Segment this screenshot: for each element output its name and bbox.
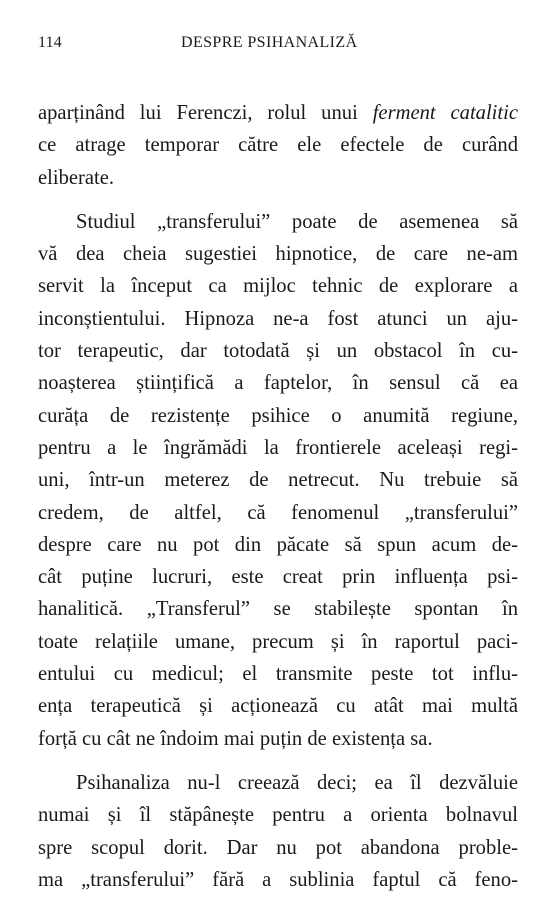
text-line: hanalitică. „Transferul” se stabilește spontan în [38,598,518,621]
text-line: toate relațiile umane, precum și în raportul paci- [38,630,518,653]
running-title: DESPRE PSIHANALIZĂ [181,34,358,51]
text-line: eliberate. [38,166,115,189]
text-line: Psihanaliza nu-l creează deci; ea îl dezvăluie [76,771,518,794]
text-line: noașterea științifică a faptelor, în sensul că ea [38,372,518,395]
body-text [38,97,518,896]
text-line: credem, de altfel, că fenomenul „transferului” [38,501,518,524]
text-line: entului cu medicul; el transmite peste tot influ- [38,663,518,686]
paragraph-3 [38,767,518,896]
text-line: curăța de rezistențe psihice o anumită regiune, [38,404,518,427]
text-line: tor terapeutic, dar totodată și un obstacol în cu- [38,340,518,363]
text-line: pentru a le îngrămădi la frontierele aceleași regi- [38,436,518,459]
text-line: aparținând lui Ferenczi, rolul unui ferment catalitic [38,102,518,124]
text-line: spre scopul dorit. Dar nu pot abandona proble- [38,836,518,859]
text-line: Studiul „transferului” poate de asemenea să [76,210,518,233]
text-line: inconștientului. Hipnoza ne-a fost atunci un aju- [38,307,518,330]
page-header [38,34,515,58]
paragraph-2 [38,206,518,755]
italic-phrase: ferment catalitic [372,102,518,124]
text-line: numai și îl stăpânește pentru a orienta bolnavul [38,804,518,827]
text-line: vă dea cheia sugestiei hipnotice, de care ne-am [38,243,518,266]
text-line: cât puține lucruri, este creat prin influența psi- [38,566,518,589]
text-line: ce atrage temporar către ele efectele de curând [38,134,518,157]
text-line: ma „transferului” fără a sublinia faptul că feno- [38,868,518,891]
text-line: despre care nu pot din păcate să spun acum de- [38,533,518,556]
paragraph-1 [38,97,518,194]
text-line: ența terapeutică și acționează cu atât mai multă [38,695,518,718]
page-number: 114 [38,34,63,51]
text-line: forță cu cât ne îndoim mai puțin de existența sa. [38,727,433,750]
text-line: uni, într-un meterez de netrecut. Nu trebuie să [38,469,518,492]
text-line: servit la început ca mijloc tehnic de explorare a [38,275,518,298]
